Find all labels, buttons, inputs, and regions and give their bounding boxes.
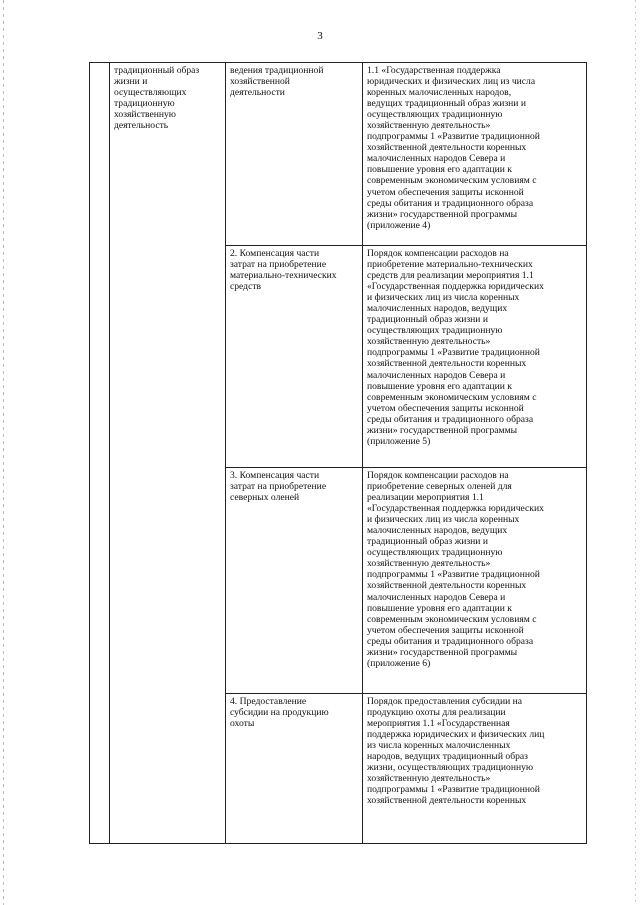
measure-cell: 4. Предоставление субсидии на продукцию охоты	[226, 694, 363, 844]
measures-table	[89, 62, 587, 844]
category-cell: традиционный образ жизни и осуществляющих традиционную хозяйственную деятельность	[110, 63, 226, 844]
measure-cell: ведения традиционной хозяйственной деятельности	[226, 63, 363, 246]
measure-cell: 3. Компенсация части затрат на приобретение северных оленей	[226, 468, 363, 694]
scan-edge-right	[635, 0, 636, 905]
table-row	[90, 63, 587, 246]
measure-cell: 2. Компенсация части затрат на приобретение материально-технических средств	[226, 246, 363, 468]
number-column-cell	[90, 63, 110, 844]
document-cell: 1.1 «Государственная поддержка юридических и физических лиц из числа коренных малочисленных народов, ведущих традиционный образ жизни и осуществляющих традиционную хозяйственную деятельность» подпрограммы 1 «Развитие традиционной хозяйственной деятельности коренных малочисленных народов Севера и повышение уровня его адаптации к современным экономическим условиям с учетом обеспечения защиты исконной среды обитания и традиционного образа жизни» государственной программы (приложение 4)	[363, 63, 587, 246]
scan-edge-left	[3, 0, 4, 905]
page-number: 3	[317, 30, 323, 42]
document-cell: Порядок компенсации расходов на приобретение северных оленей для реализации мероприятия 1.1 «Государственная поддержка юридических и физических лиц из числа коренных малочисленных народов, ведущих традиционный образ жизни и осуществляющих традиционную хозяйственную деятельность» подпрограммы 1 «Развитие традиционной хозяйственной деятельности коренных малочисленных народов Севера и повышение уровня его адаптации к современным экономическим условиям с учетом обеспечения защиты исконной среды обитания и традиционного образа жизни» государственной программы (приложение 6)	[363, 468, 587, 694]
document-cell: Порядок компенсации расходов на приобретение материально-технических средств для реализации мероприятия 1.1 «Государственная поддержка юридических и физических лиц из числа коренных малочисленных народов, ведущих традиционный образ жизни и осуществляющих традиционную хозяйственную деятельность» подпрограммы 1 «Развитие традиционной хозяйственной деятельности коренных малочисленных народов Севера и повышение уровня его адаптации к современным экономическим условиям с учетом обеспечения защиты исконной среды обитания и традиционного образа жизни» государственной программы (приложение 5)	[363, 246, 587, 468]
document-cell: Порядок предоставления субсидии на продукцию охоты для реализации мероприятия 1.1 «Государственная поддержка юридических и физических лиц из числа коренных малочисленных народов, ведущих традиционный образ жизни, осуществляющих традиционную хозяйственную деятельность» подпрограммы 1 «Развитие традиционной хозяйственной деятельности коренных	[363, 694, 587, 844]
